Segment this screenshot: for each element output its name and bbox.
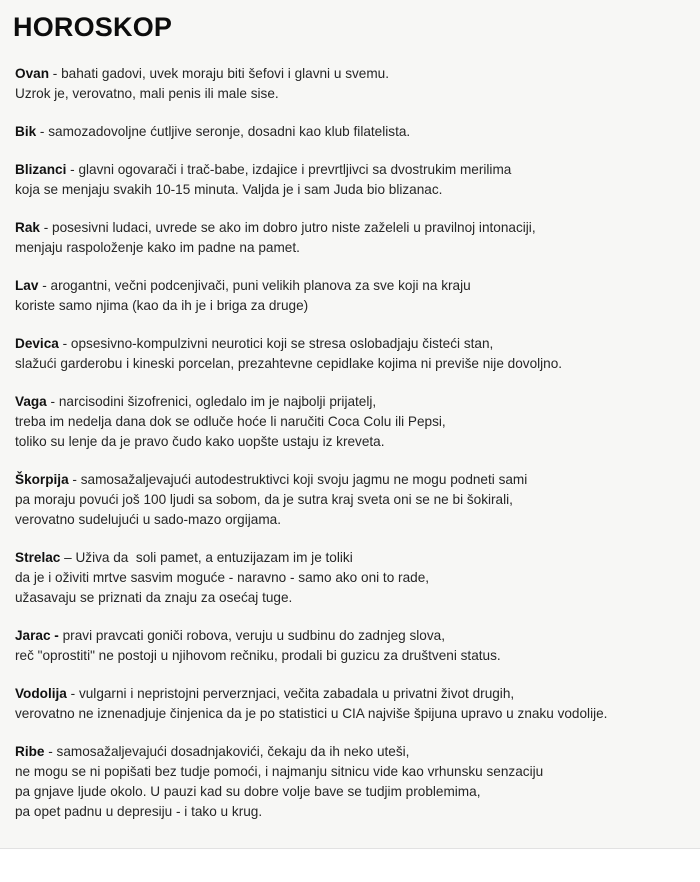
- entry-text: pa moraju povući još 100 ljudi sa sobom, da je sutra kraj sveta oni se ne bi šokirali,: [15, 492, 513, 507]
- entry-text: - arogantni, večni podcenjivači, puni velikih planova za sve koji na kraju: [38, 278, 471, 293]
- sign-name: Ovan: [15, 66, 49, 81]
- entry-text: - glavni ogovarači i trač-babe, izdajice i prevrtljivci sa dvostrukim merilima: [66, 162, 512, 177]
- entry-text: – Uživa da soli pamet, a entuzijazam im je toliki: [60, 550, 353, 565]
- entry-text: pravi pravcati goniči robova, veruju u sudbinu do zadnjeg slova,: [58, 628, 445, 643]
- entry-text: koja se menjaju svakih 10-15 minuta. Valjda je i sam Juda bio blizanac.: [15, 182, 443, 197]
- entry-vaga: [15, 392, 695, 452]
- sign-name: Blizanci: [15, 162, 67, 177]
- entry-vodolija: [15, 684, 695, 724]
- entry-blizanci: [15, 160, 695, 200]
- entry-text: - bahati gadovi, uvek moraju biti šefovi i glavni u svemu.: [49, 66, 390, 81]
- entry-text: pa opet padnu u depresiju - i tako u krug.: [15, 804, 263, 819]
- sign-name: Vodolija: [15, 686, 67, 701]
- entry-text: pa gnjave ljude okolo. U pauzi kad su dobre volje bave se tudjim problemima,: [15, 784, 481, 799]
- sign-name: Bik: [15, 124, 37, 139]
- entry-strelac: [15, 548, 695, 608]
- entry-text: koriste samo njima (kao da ih je i briga za druge): [15, 298, 309, 313]
- entry-text: - narcisodini šizofrenici, ogledalo im je najbolji prijatelj,: [46, 394, 377, 409]
- sign-name: Škorpija: [15, 472, 69, 487]
- entry-ovan: [15, 64, 695, 104]
- entry-ribe: [15, 742, 695, 822]
- entry-text: užasavaju se priznati da znaju za osećaj tuge.: [15, 590, 293, 605]
- entry-text: treba im nedelja dana dok se odluče hoće li naručiti Coca Colu ili Pepsi,: [15, 414, 446, 429]
- sign-name: Devica: [15, 336, 59, 351]
- entry-text: - posesivni ludaci, uvrede se ako im dobro jutro niste zaželeli u pravilnoj intonaciji,: [39, 220, 536, 235]
- sign-name: Rak: [15, 220, 40, 235]
- entry-text: toliko su lenje da je pravo čudo kako uopšte ustaju iz kreveta.: [15, 434, 385, 449]
- entry-text: verovatno ne iznenadjuje činjenica da je po statistici u CIA najviše špijuna upravo u znaku vodolije.: [15, 706, 608, 721]
- entry-text: - samosažaljevajući dosadnjakovići, čekaju da ih neko uteši,: [44, 744, 410, 759]
- entry-text: verovatno sudelujući u sado-mazo orgijama.: [15, 512, 281, 527]
- page-edge-divider: [0, 848, 700, 849]
- entry-jarac: [15, 626, 695, 666]
- entry-devica: [15, 334, 695, 374]
- sign-name: Vaga: [15, 394, 47, 409]
- entry-lav: [15, 276, 695, 316]
- entry-text: slažući garderobu i kineski porcelan, prezahtevne cepidlake kojima ni previše nije dovoljno.: [15, 356, 563, 371]
- entry-text: - samosažaljevajući autodestruktivci koji svoju jagmu ne mogu podneti sami: [68, 472, 528, 487]
- entry-text: - vulgarni i nepristojni perverznjaci, večita zabadala u privatni život drugih,: [66, 686, 515, 701]
- sign-name: Lav: [15, 278, 39, 293]
- entry-bik: [15, 122, 695, 142]
- page-title: HOROSKOP: [13, 12, 173, 42]
- sign-name: Jarac -: [15, 628, 59, 643]
- entry-skorpija: [15, 470, 695, 530]
- entry-text: reč "oprostiti" ne postoji u njihovom rečniku, prodali bi guzicu za društveni status.: [15, 648, 501, 663]
- entry-text: ne mogu se ni popišati bez tudje pomoći, i najmanju sitnicu vide kao vrhunsku senzaciju: [15, 764, 544, 779]
- entry-text: da je i oživiti mrtve sasvim moguće - naravno - samo ako oni to rade,: [15, 570, 430, 585]
- entry-rak: [15, 218, 695, 258]
- entry-text: - opsesivno-kompulzivni neurotici koji se stresa oslobadjaju čisteći stan,: [58, 336, 494, 351]
- bottom-margin: [0, 848, 700, 882]
- entry-text: Uzrok je, verovatno, mali penis ili male sise.: [15, 86, 279, 101]
- entry-text: menjaju raspoloženje kako im padne na pamet.: [15, 240, 300, 255]
- sign-name: Strelac: [15, 550, 61, 565]
- horoscope-entries: [15, 64, 695, 822]
- sign-name: Ribe: [15, 744, 45, 759]
- entry-text: - samozadovoljne ćutljive seronje, dosadni kao klub filatelista.: [36, 124, 411, 139]
